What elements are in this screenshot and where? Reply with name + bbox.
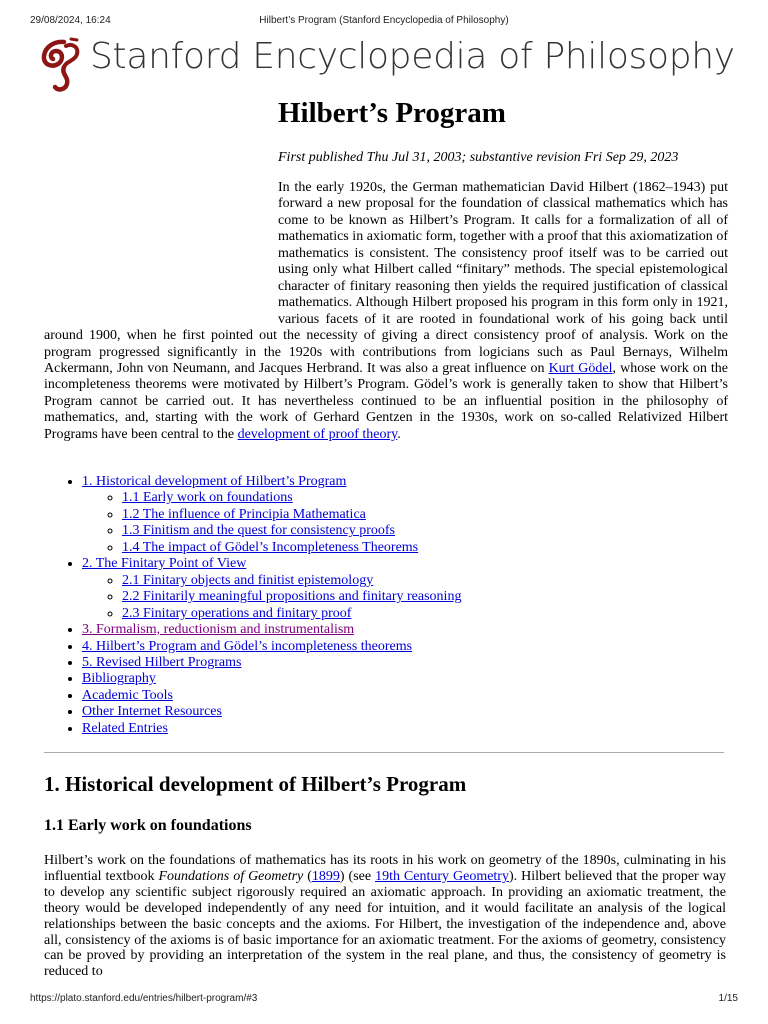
- print-datetime: 29/08/2024, 16:24: [30, 15, 111, 26]
- page-number: 1/15: [718, 993, 738, 1004]
- preamble: [44, 180, 728, 443]
- preamble-text-1: In the early 1920s, the German mathematician David Hilbert (1862–1943) put forward a new proposal for the foundation of classical mathematics which has come to be known as Hilbert’s Program. It calls for a formalization of all of mathematics in axiomatic form, together with a proof that this axiomatization of mathematics is consistent. The consistency proof itself was to be carried out using only what Hilbert called “finitary” methods. The special epistemological character of finitary reasoning then yields the required justification of classical mathematics. Although Hilbert proposed his program in this form only in 1921, various facets of it are rooted in foundational work of his going back until around 1900, when he first pointed out the necessity of giving a direct consistency proof of analysis. Work on the program progressed significantly in the 1920s with contributions from logicians such as Paul Bernays, Wilhelm Ackermann, John von Neumann, and Jacques Herbrand. It was also a great influence on: [44, 180, 728, 376]
- table-of-contents: [44, 474, 762, 737]
- toc-link-2-3[interactable]: 2.3 Finitary operations and finitary proof: [122, 605, 352, 621]
- toc-link-section-1[interactable]: 1. Historical development of Hilbert’s Program: [82, 474, 347, 489]
- toc-link-other-resources[interactable]: Other Internet Resources: [82, 704, 222, 720]
- toc-subitem: [122, 589, 762, 605]
- toc-subitem: [122, 523, 762, 539]
- toc-subitem: [122, 540, 762, 556]
- toc-link-2-1[interactable]: 2.1 Finitary objects and finitist epistemology: [122, 572, 374, 588]
- toc-link-related-entries[interactable]: Related Entries: [82, 720, 168, 736]
- toc-sublist: [82, 573, 762, 622]
- publication-info: First published Thu Jul 31, 2003; substantive revision Fri Sep 29, 2023: [278, 150, 679, 165]
- subsection-title: 1.1 Early work on foundations: [44, 817, 252, 834]
- section-title: 1. Historical development of Hilbert’s Program: [44, 772, 467, 796]
- toc-subitem: [122, 606, 762, 622]
- book-title: Foundations of Geometry: [158, 868, 304, 884]
- toc-link-section-2[interactable]: 2. The Finitary Point of View: [82, 556, 247, 572]
- toc-sublist: [82, 490, 762, 556]
- toc-link-section-5[interactable]: 5. Revised Hilbert Programs: [82, 654, 242, 670]
- link-19th-century-geometry[interactable]: 19th Century Geometry: [375, 868, 509, 884]
- body-text-3: ) (see: [339, 868, 376, 884]
- toc-subitem: [122, 573, 762, 589]
- toc-link-1-3[interactable]: 1.3 Finitism and the quest for consistency proofs: [122, 523, 395, 539]
- toc-item: [82, 474, 762, 556]
- toc-link-section-3[interactable]: 3. Formalism, reductionism and instrumentalism: [82, 622, 355, 638]
- toc-subitem: [122, 507, 762, 523]
- link-development-proof-theory[interactable]: development of proof theory: [237, 426, 398, 442]
- body-text-2: (: [303, 868, 312, 884]
- toc-subitem: [122, 490, 762, 506]
- body-text-4: ). Hilbert believed that the proper way to develop any scientific subject rigorously required an axiomatic approach. In providing an axiomatic treatment, the theory would be developed independently of any need for intuition, and it would facilitate an analysis of the logical relationships between the basic concepts and the axioms. For Hilbert, the investigation of the independence and, above all, consistency of the axioms is of basic importance for an axiomatic treatment. For the axioms of geometry, consistency can be proved by providing an interpretation of the system in the real plane, and thus, the consistency of geometry is reduced to: [44, 868, 726, 980]
- body-text-1: Hilbert’s work on the foundations of mathematics has its roots in his work on geometry of the 1890s, culminating in his influential textbook: [44, 853, 726, 884]
- link-1899[interactable]: 1899: [311, 868, 340, 884]
- preamble-text-3: .: [397, 426, 401, 442]
- toc-link-section-4[interactable]: 4. Hilbert’s Program and Gödel’s incompleteness theorems: [82, 638, 413, 654]
- print-page-title: Hilbert’s Program (Stanford Encyclopedia of Philosophy): [259, 15, 509, 26]
- preamble-text-2: , whose work on the incompleteness theorems were motivated by Hilbert’s Program. Gödel’s work is generally taken to show that Hilbert’s Program cannot be carried out. It has nevertheless continued to be an influential position in the philosophy of mathematics, and, starting with the work of Gerhard Gentzen in the 1930s, work on so-called Relativized Hilbert Programs have been central to the: [44, 360, 728, 442]
- toc-link-1-4[interactable]: 1.4 The impact of Gödel’s Incompleteness Theorems: [122, 539, 419, 555]
- print-url: https://plato.stanford.edu/entries/hilbert-program/#3: [30, 993, 258, 1004]
- toc-link-2-2[interactable]: 2.2 Finitarily meaningful propositions and finitary reasoning: [122, 589, 462, 605]
- print-footer: [30, 993, 738, 1007]
- toc-item: [82, 721, 762, 737]
- toc-item: [82, 688, 762, 704]
- toc-item: [82, 622, 762, 638]
- print-header: [30, 15, 738, 29]
- toc-link-academic-tools[interactable]: Academic Tools: [82, 687, 173, 703]
- toc-item: [82, 704, 762, 720]
- site-title[interactable]: Stanford Encyclopedia of Philosophy: [90, 36, 735, 77]
- toc-link-1-2[interactable]: 1.2 The influence of Principia Mathematica: [122, 506, 366, 522]
- toc-item: [82, 655, 762, 671]
- preamble-float-spacer: [44, 180, 278, 327]
- toc-item: [82, 639, 762, 655]
- site-header: [38, 34, 738, 96]
- link-kurt-godel[interactable]: Kurt Gödel: [548, 360, 613, 376]
- toc-link-bibliography[interactable]: Bibliography: [82, 671, 156, 687]
- body-paragraph: [44, 853, 726, 980]
- toc-item: [82, 556, 762, 622]
- article-title: Hilbert’s Program: [278, 97, 506, 129]
- divider: [44, 752, 724, 753]
- toc-link-1-1[interactable]: 1.1 Early work on foundations: [122, 490, 293, 506]
- sep-logo-icon[interactable]: [38, 36, 84, 94]
- toc-item: [82, 671, 762, 687]
